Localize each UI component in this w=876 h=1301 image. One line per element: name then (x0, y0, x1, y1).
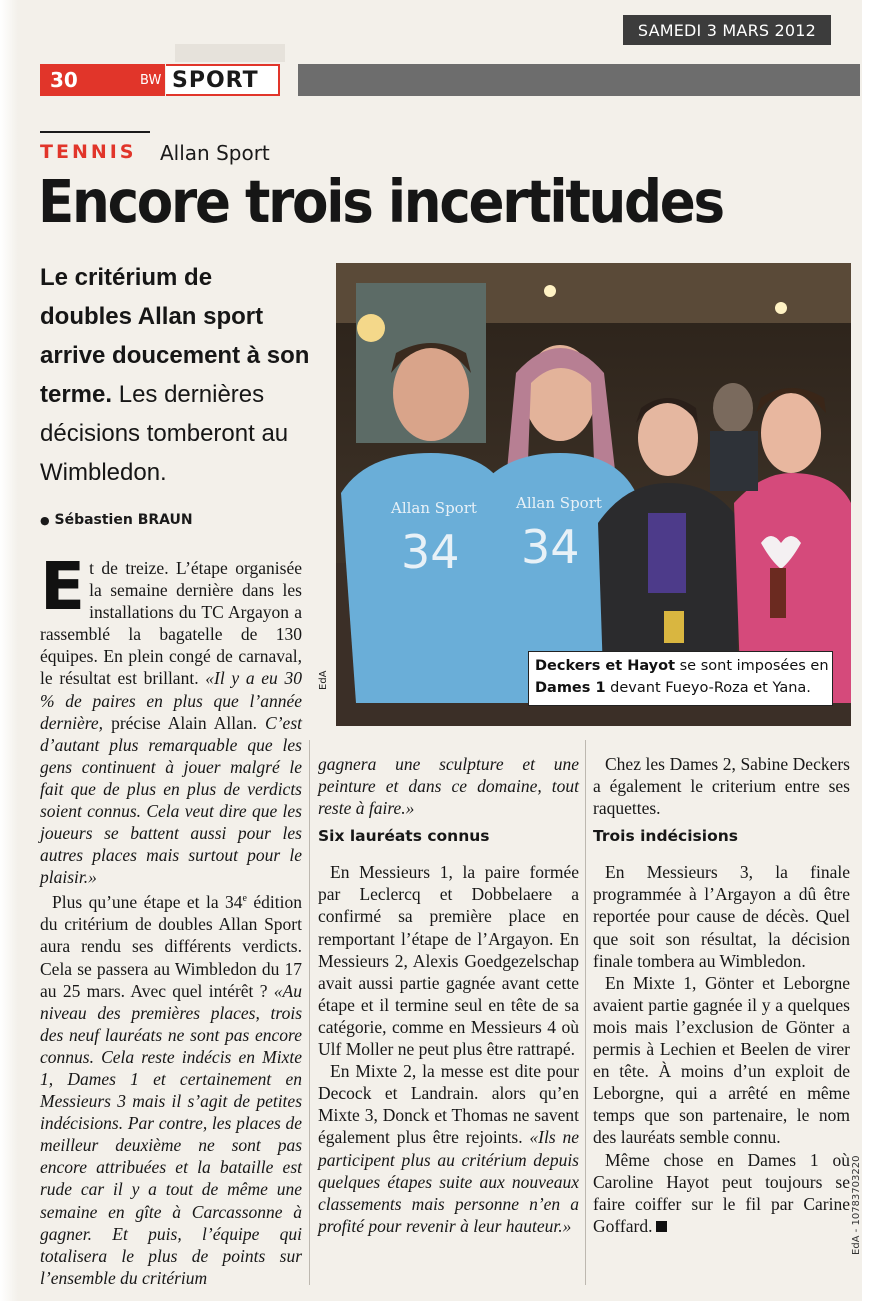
edition-code: BW (140, 72, 162, 88)
shirt-brand-2: Allan Sport (516, 494, 602, 512)
caption-bold-category: Dames 1 (535, 680, 606, 696)
page-right-edge (862, 0, 876, 1301)
chapeau (40, 258, 310, 492)
chapeau-bold: Le critérium de doubles Allan sport arrive doucement à son terme. (40, 264, 310, 408)
col1-text: précise Alain Allan. (103, 712, 266, 733)
byline-bullet-icon: ● (40, 514, 50, 527)
chapeau-rest: Les dernières décisions tomberont au Wimbledon. (40, 381, 289, 486)
col1-quote: C’est d’autant plus remarquable que les gens continuent à jouer malgré le fait que de plus en plus de verdicts soient connus. Cela veut dire que les joueurs se battent aussi pour les autres places mais surtout pour le plaisir.» (40, 712, 302, 888)
shirt-number-1: 34 (401, 525, 460, 579)
drop-cap: E (40, 548, 86, 625)
col3-text: Même chose en Dames 1 où Caroline Hayot peut toujours se faire coiffer sur le fil par Carine Goffard. (593, 1149, 850, 1236)
col2-paragraph-2: En Messieurs 1, la paire formée par Leclercq et Dobbelaere a confirmé sa première place en remportant l’étape de l’Argayon. En Messieurs 2, Alexis Goedgezelschap avait aussi partie gagnée avant cette étape et il termine seul en tête de sa catégorie, comme en Messieurs 4 où Ulf Moller ne peut plus être rattrapé. (318, 862, 579, 1060)
headline: Encore trois incertitudes (38, 167, 723, 236)
col1-quote: «Il y a eu 30 % de paires en plus que l’année dernière, (40, 668, 302, 733)
caption-text-1: se sont imposées en (675, 658, 829, 674)
col1-quote: «Au niveau des premières places, trois des neuf lauréats ne sont pas encore connus. Cela reste indécis en Mixte 1, Dames 1 et certainement en Messieurs 3 mais il s’agit de petites indécisions. Par contre, les places de meilleur deuxième ne sont pas encore attribuées et la bataille est rude car il y a tout de même une semaine en gîte à Carcassonne à gagner. Et puis, l’équipe qui totalisera le plus de points sur l’ensemble du critérium (40, 980, 302, 1288)
column-rule (309, 740, 310, 1285)
column-1 (40, 548, 302, 1289)
col2-text: En Mixte 2, la messe est dite pour Decock et Landrain. alors qu’en Mixte 3, Donck et Thomas ne savent également plus être rejoints. (318, 1061, 579, 1148)
col3-paragraph-2: En Messieurs 3, la finale programmée à l’Argayon a dû être reportée pour cause de décès. Quel que soit son résultat, la décision finale tombera au Wimbledon. (593, 862, 850, 971)
col2-paragraph-1 (318, 753, 579, 819)
column-rule (585, 740, 586, 1285)
section-label: SPORT (166, 64, 280, 96)
bleed-through-block (175, 44, 285, 62)
subhead-trois-indecisions: Trois indécisions (593, 827, 739, 846)
header-bar (298, 64, 860, 96)
col2-paragraph-3 (318, 1060, 579, 1237)
date-tag: SAMEDI 3 MARS 2012 (623, 15, 831, 45)
column-3 (593, 753, 850, 1237)
byline-author: Sébastien BRAUN (54, 512, 193, 528)
shirt-number-2: 34 (521, 520, 580, 574)
page-left-edge (0, 0, 18, 1301)
column-2 (318, 753, 579, 1237)
col1-text: édition du critérium de doubles Allan Sport aura rendu ses différents verdicts. Cela se passera au Wimbledon du 17 au 25 mars. Avec quel intérêt ? (40, 892, 302, 1001)
col1-text: Plus qu’une étape et la 34 (52, 892, 243, 913)
col3-paragraph-4 (593, 1149, 850, 1237)
rubric: TENNIS (40, 141, 137, 163)
page-number: 30 (40, 64, 165, 96)
col2-quote: gagnera une sculpture et une peinture et dans ce domaine, tout reste à faire.» (318, 754, 579, 819)
ordinal-suffix: e (242, 893, 247, 905)
photo-credit: EdA (318, 670, 329, 690)
caption-bold-names: Deckers et Hayot (535, 658, 676, 674)
col3-paragraph-3: En Mixte 1, Gönter et Leborgne avaient partie gagnée il y a quelques mois mais l’exclusion de Gönter a permis à Lechien et Beelen de virer en tête. À moins d’un exploit de Leborgne, qui a arrêté en même temps que son partenaire, le nom des lauréats semble connu. (593, 972, 850, 1148)
shirt-brand-1: Allan Sport (391, 499, 477, 517)
subhead-six-laureats: Six lauréats connus (318, 827, 490, 846)
side-code: EdA - 10783703220 (851, 1155, 862, 1255)
col1-paragraph-1 (40, 548, 302, 888)
col2-quote: «Ils ne participent plus au critérium depuis quelques étapes suite aux nouveaux classements mais personne n’en a profité pour revenir à leur hauteur.» (318, 1127, 579, 1236)
byline (40, 512, 193, 528)
rubric-rule (40, 131, 150, 133)
col1-text: t de treize. L’étape organisée la semaine dernière dans les installations du TC Argayon a rassemblé la bagatelle de 130 équipes. En plein congé de carnaval, le résultat est brillant. (40, 558, 302, 689)
col3-paragraph-1: Chez les Dames 2, Sabine Deckers a également le criterium entre ses raquettes. (593, 754, 850, 819)
photo-caption (528, 651, 833, 706)
end-mark-icon (656, 1221, 667, 1232)
caption-text-2: devant Fueyo-Roza et Yana. (605, 680, 811, 696)
col1-paragraph-2 (40, 888, 302, 1289)
rubric-sub: Allan Sport (160, 141, 270, 165)
